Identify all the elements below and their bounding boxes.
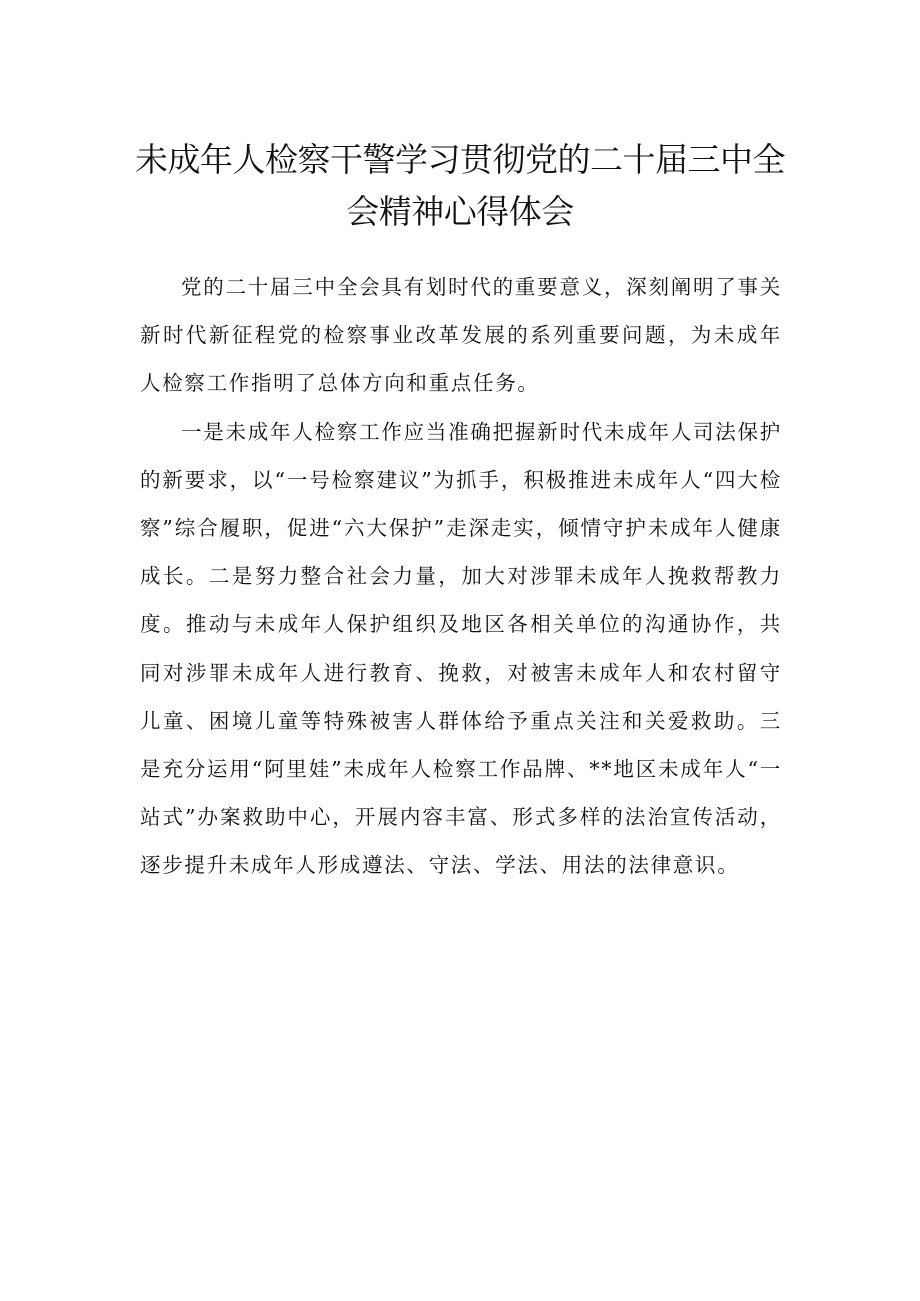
paragraph-intro: 党的二十届三中全会具有划时代的重要意义，深刻阐明了事关新时代新征程党的检察事业改革发展的系列重要问题，为未成年人检察工作指明了总体方向和重点任务。 <box>140 275 782 396</box>
paragraph-main: 一是未成年人检察工作应当准确把握新时代未成年人司法保护的新要求，以“一号检察建议”为抓手，积极推进未成年人“四大检察”综合履职，促进“六大保护”走深走实，倾情守护未成年人健康成长。二是努力整合社会力量，加大对涉罪未成年人挽救帮教力度。推动与未成年人保护组织及地区各相关单位的沟通协作，共同对涉罪未成年人进行教育、挽救，对被害未成年人和农村留守儿童、困境儿童等特殊被害人群体给予重点关注和关爱救助。三是充分运用“阿里娃”未成年人检察工作品牌、**地区未成年人“一站式”办案救助中心，开展内容丰富、形式多样的法治宣传活动，逐步提升未成年人形成遵法、守法、学法、用法的法律意识。 <box>140 419 782 878</box>
document-title: 未成年人检察干警学习贯彻党的二十届三中全会精神心得体会 <box>135 140 785 231</box>
document-body <box>140 263 782 890</box>
